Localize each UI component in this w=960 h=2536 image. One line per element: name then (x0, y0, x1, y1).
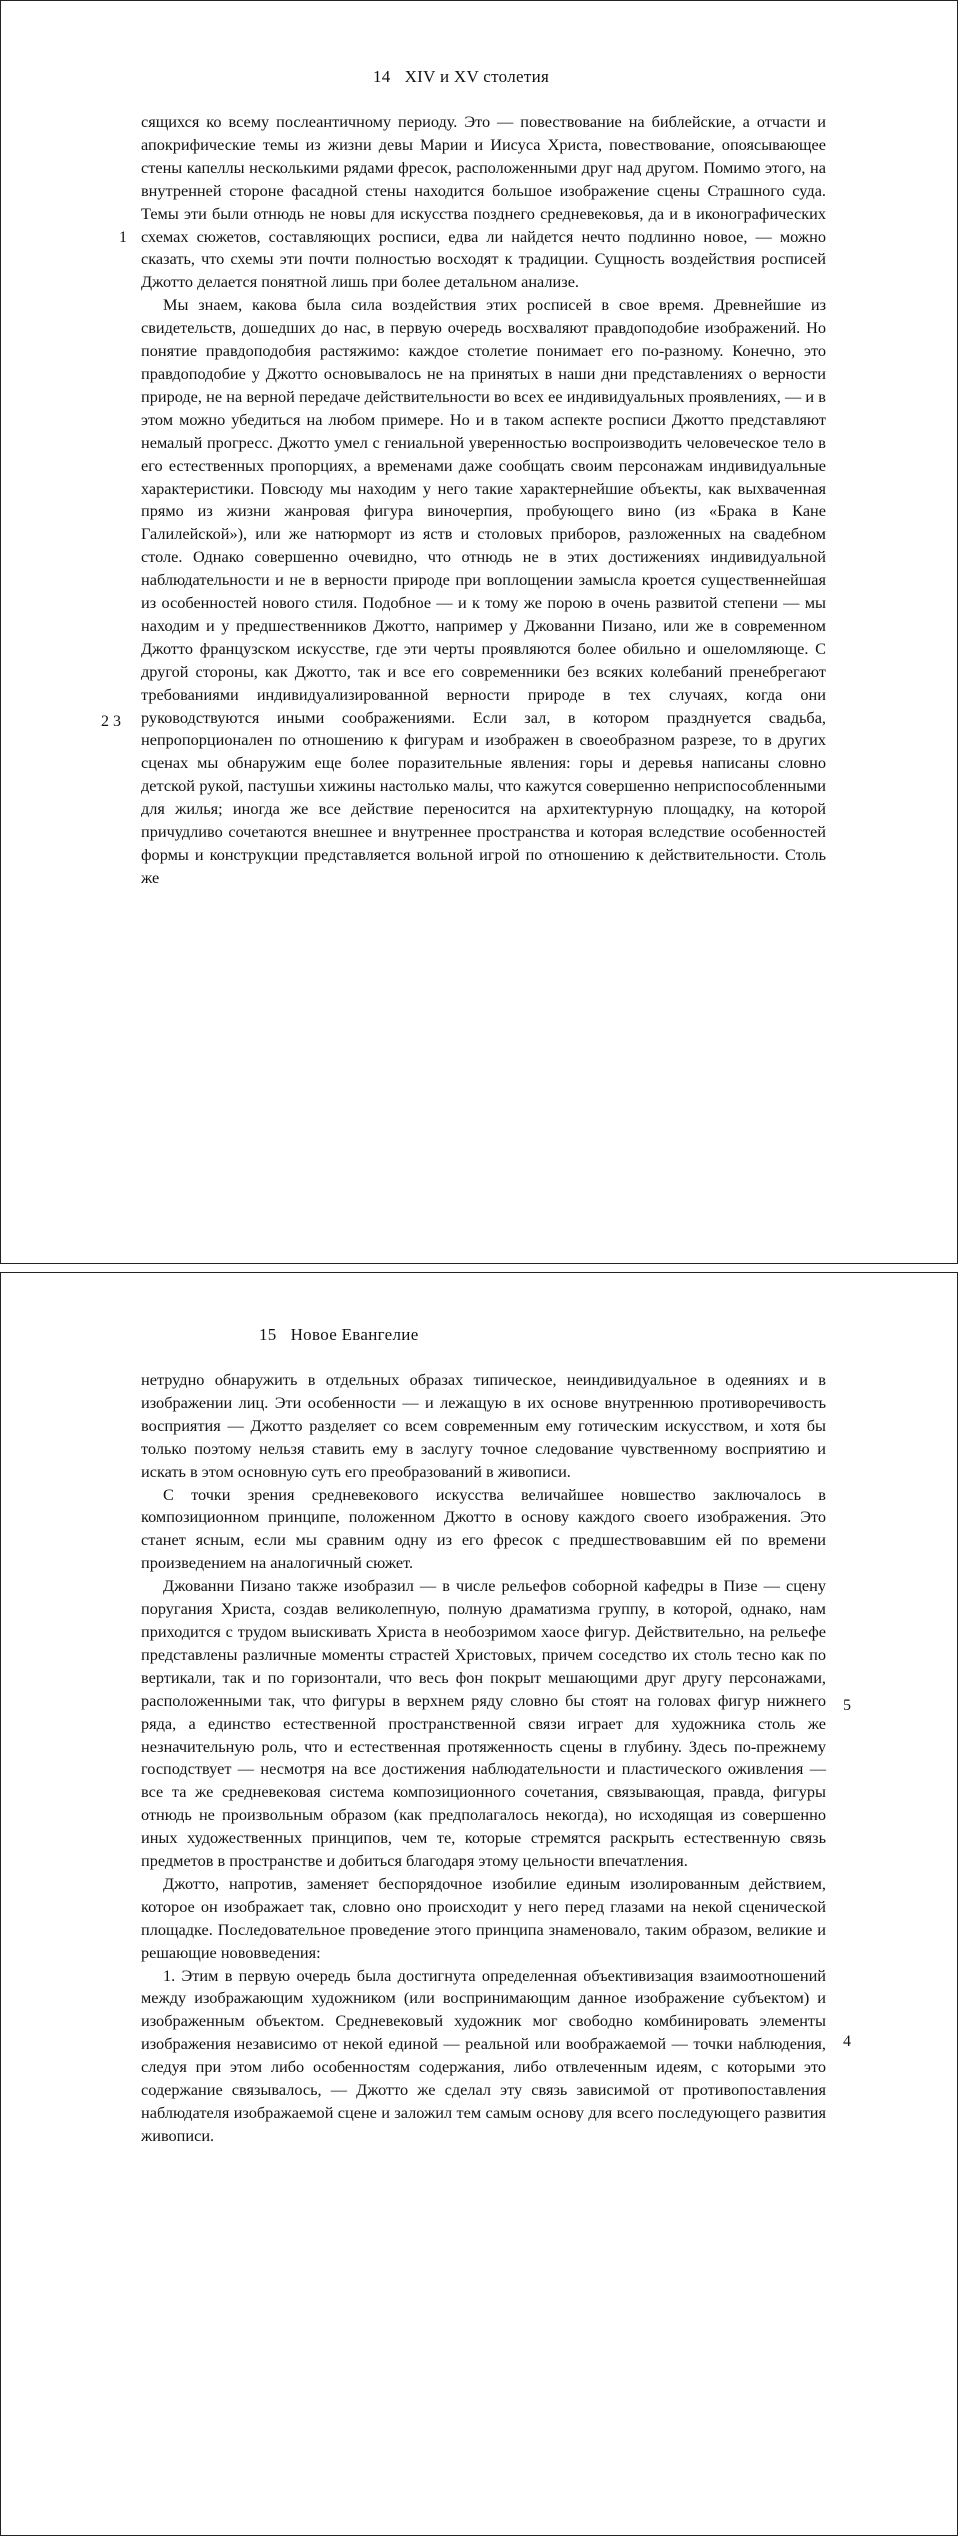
page-number: 14 (373, 67, 391, 86)
margin-note: 5 (843, 1697, 851, 1714)
body-text (141, 1369, 826, 2148)
chapter-title: Новое Евангелие (290, 1325, 419, 1344)
margin-note: 2 3 (101, 713, 121, 730)
paragraph: 1. Этим в первую очередь была достигнута определенная объективизация взаимоотношений между изображающим художником (или воспринимающим данное изображение субъектом) и изображенным объектом. Средневековый художник мог свободно комбинировать элементы изображения независимо от некой единой — реальной или воображаемой — точки наблюдения, следуя при этом либо особенностям содержания, либо отвлеченным идеям, с которыми это содержание связывалось, — Джотто же сделал эту связь зависимой от противопоставления наблюдателя изображаемой сцене и заложил тем самым основу для всего последующего развития живописи. (141, 1965, 826, 2145)
paragraph: С точки зрения средневекового искусства величайшее новшество заключалось в композиционном принципе, положенном Джотто в основу каждого своего изображения. Это станет ясным, если мы сравним одну из его фресок с предшествовавшим ей по времени произведением на аналогичный сюжет. (141, 1484, 826, 1573)
paragraph: сящихся ко всему послеантичному периоду. Это — повествование на библейские, а отчасти и апокрифические темы из жизни девы Марии и Иисуса Христа, повествование, опоясывающее стены капеллы несколькими рядами фресок, расположенными друг над другом. Помимо этого, на внутренней стороне фасадной стены находится большое изображение сцены Страшного суда. Темы эти были отнюдь не новы для искусства позднего средневековья, да и в иконографических схемах сюжетов, составляющих росписи, едва ли найдется нечто подлинно новое, — можно сказать, что схемы эти почти полностью восходят к традиции. Сущность воздействия росписей Джотто делается понятной лишь при более детальном анализе. (141, 112, 826, 292)
running-head (259, 1325, 419, 1345)
margin-note: 4 (843, 2033, 851, 2050)
body-text (141, 111, 826, 890)
paragraph: нетрудно обнаружить в отдельных образах типическое, неиндивидуальное в одеяниях и в изображении лиц. Эти особенности — и лежащую в их основе внутреннюю противоречивость восприятия — Джотто разделяет со всем современным ему готическим искусством, и хотя бы только поэтому нельзя ставить ему в заслугу точное следование чувственному восприятию и искать в этом основную суть его преобразований в живописи. (141, 1370, 826, 1481)
running-head (373, 67, 549, 87)
margin-note: 1 (119, 229, 127, 246)
paragraph: Джотто, напротив, заменяет беспорядочное изобилие единым изолированным действием, которое он изображает так, словно оно происходит у него перед глазами на некой сценической площадке. Последовательное проведение этого принципа знаменовало, таким образом, великие и решающие нововведения: (141, 1873, 826, 1962)
page-gap (0, 1264, 960, 1272)
page-number: 15 (259, 1325, 277, 1344)
book-page-15 (0, 1272, 958, 2536)
paragraph: Мы знаем, какова была сила воздействия этих росписей в свое время. Древнейшие из свидетельств, дошедших до нас, в первую очередь восхваляют правдоподобие изображений. Но понятие правдоподобия растяжимо: каждое столетие понимает его по-разному. Конечно, это правдоподобие у Джотто основывалось не на принятых в наши дни представлениях о верности природе, не на верной передаче действительности во всех ее индивидуальных проявлениях, — и в этом можно убедиться на любом примере. Но и в таком аспекте росписи Джотто представляют немалый прогресс. Джотто умел с гениальной уверенностью воспроизводить человеческое тело в его естественных пропорциях, а временами даже сообщать своим персонажам индивидуальные характеристики. Повсюду мы находим у него такие характернейшие объекты, как выхваченная прямо из жизни жанровая фигура виночерпия, пробующего вино (из «Брака в Кане Галилейской»), или же натюрморт из яств и столовых приборов, разложенных на свадебном столе. Однако совершенно очевидно, что отнюдь не в этих достижениях индивидуальной наблюдательности и не в верности природе при воплощении замысла кроется существеннейшая из особенностей нового стиля. Подобное — и к тому же порою в очень развитой степени — мы находим и у предшественников Джотто, например у Джованни Пизано, или же в современном Джотто французском искусстве, где эти черты проявляются более обильно и ошеломляюще. С другой стороны, как Джотто, так и все его современники без всяких колебаний пренебрегают требованиями индивидуализированной верности природе в тех случаях, когда они руководствуются иными соображениями. Если зал, в котором празднуется свадьба, непропорционален по отношению к фигурам и изображен в своеобразном разрезе, то в других сценах мы обнаружим еще более поразительные явления: горы и деревья написаны словно детской рукой, пастушьи хижины настолько малы, что кажутся совершенно неприспособленными для жилья; иногда же все действие переносится на архитектурную площадку, на которой причудливо сочетаются внешнее и внутреннее пространства и которая вследствие особенностей формы и конструкции представляется вольной игрой по отношению к действительности. Столь же (141, 295, 826, 887)
book-page-14 (0, 0, 958, 1264)
chapter-title: XIV и XV столетия (404, 67, 550, 86)
paragraph: Джованни Пизано также изобразил — в числе рельефов соборной кафедры в Пизе — сцену поругания Христа, создав великолепную, полную драматизма группу, в которой, однако, нам приходится с трудом выискивать Христа в необозримом хаосе фигур. Действительно, на рельефе представлены различные моменты страстей Христовых, причем соседство их столь тесно как по вертикали, так и по горизонтали, что весь фон покрыт мешающими друг другу персонажами, расположенными так, что фигуры в верхнем ряду словно бы стоят на головах фигур нижнего ряда, а единство естественной пространственной связи играет для художника столь же незначительную роль, что и естественная протяженность сцены в глубину. Здесь по-прежнему господствует — несмотря на все достижения наблюдательности и пластического оживления — все та же средневековая система композиционного сочетания, связывающая, правда, фигуры отнюдь не произвольным образом (как предполагалось некогда), но исходящая из совершенно иных художественных принципов, чем те, которые стремятся раскрыть естественную связь предметов в пространстве и добиться благодаря этому цельности впечатления. (141, 1576, 826, 1871)
